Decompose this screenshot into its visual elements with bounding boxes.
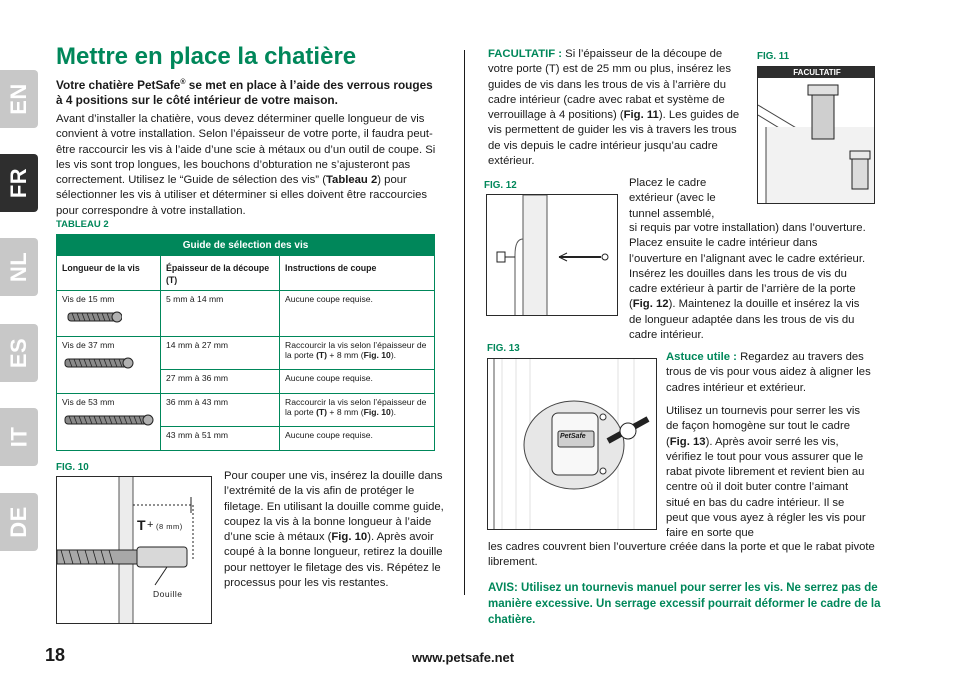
fig12-text-narrow: Placez le cadre extérieur (avec le tunnel assemblé, [629,177,716,220]
table-caption: Guide de sélection des vis [57,235,435,256]
language-tab-nl[interactable] [0,238,38,296]
language-tab-es[interactable] [0,324,38,382]
screw-label: Vis de 37 mm [62,340,115,350]
fig10-label: FIG. 10 [56,462,89,473]
instruction-cell: Raccourcir la vis selon l’épaisseur de la porte (T) + 8 mm (Fig. 10). [280,394,435,427]
screw-37mm-icon [62,356,134,370]
instruction-cell: Aucune coupe requise. [280,291,435,337]
tip-text: Astuce utile : Regardez au travers des trous de vis pour vous aidez à aligner les cadres intérieur et extérieur. [666,351,871,394]
page-title: Mettre en place la chatière [56,43,357,70]
facultatif-banner: FACULTATIF [758,67,875,78]
thickness-cell: 14 mm à 27 mm [161,337,280,370]
screw-53mm-icon [62,413,154,427]
thickness-cell: 43 mm à 51 mm [161,427,280,451]
language-tab-de[interactable] [0,493,38,551]
douille-label: Douille [153,589,183,599]
screw-15mm-icon [62,310,122,324]
instruction-cell: Aucune coupe requise. [280,427,435,451]
page-number: 18 [45,645,66,665]
screw-guide-icon [758,67,875,204]
language-tab-fr[interactable] [0,154,38,212]
language-tab-en[interactable] [0,70,38,128]
fig13-text: Utilisez un tournevis pour serrer les vis de façon homogène sur tout le cadre (Fig. 13). Après avoir serré les vis, vérifiez le tout pour vous assurer que le rabat pivote librement et revient bien au centre où il doit buter contre l’aimant situé en bas du cadre intérieur. Il se peut que vous ayez à régler les vis pour faire en sorte que [666,405,866,540]
screw-cell [57,337,161,394]
language-tab-label: EN [6,83,31,115]
t-dimension-plus: + [147,519,154,531]
website-link[interactable]: www.petsafe.net [412,650,515,665]
language-tab-label: DE [6,506,31,538]
language-tab-label: ES [5,337,31,369]
petsafe-flap-logo: PetSafe [560,433,586,440]
fig10-text: Pour couper une vis, insérez la douille dans l’extrémité de la vis afin de protéger le filetage. En utilisant la douille comme guide, coupez la vis à la bonne longueur à l’aide d’une scie à métaux (Fig. 10). Après avoir coupé à la bonne longueur, retirez la douille pour nettoyer le filetage des vis. Répétez le processus pour les vis restantes. [224,470,444,590]
door-sleeve-icon [487,195,618,316]
fig13-text-wide: les cadres couvrent bien l’ouverture créée dans la porte et que le rabat pivote librement. [488,541,875,569]
screw-label: Vis de 15 mm [62,294,115,304]
table-label: TABLEAU 2 [56,219,109,230]
intro-bold-text: Votre chatière PetSafe® se met en place à l’aide des verrous rouges à 4 positions sur le côté intérieur de votre maison. [56,77,433,108]
screw-cutting-icon [57,477,212,624]
screw-selection-table [56,234,435,451]
t-dimension-letter: T [137,517,146,533]
warning-notice: AVIS: Utilisez un tournevis manuel pour serrer les vis. Ne serrez pas de manière excessive. Un serrage excessif pourrait déformer le cadre de la chatière. [488,582,881,626]
table-row [57,394,435,427]
instruction-cell: Raccourcir la vis selon l’épaisseur de la porte (T) + 8 mm (Fig. 10). [280,337,435,370]
fig11-label: FIG. 11 [757,51,790,62]
fig12-text: si requis par votre installation) dans l’ouverture. Placez ensuite le cadre intérieur dans l’ouverture en l’alignant avec le cadre extérieur. Insérez les douilles dans les trous de vis du cadre extérieur à partir de l’arrière de la porte (Fig. 12). Maintenez la douille et insérez la vis de longueur adaptée dans les trous de vis du cadre intérieur. [629,222,866,342]
language-tab-label: IT [6,426,31,448]
column-header: Épaisseur de la découpe (T) [161,256,280,291]
thickness-cell: 5 mm à 14 mm [161,291,280,337]
fig13-label: FIG. 13 [487,343,520,354]
table-row [57,337,435,370]
fig11-illustration [757,66,875,204]
fig13-illustration [487,358,657,530]
t-dimension-note: (8 mm) [156,522,183,531]
fig10-illustration [56,476,212,624]
thickness-cell: 27 mm à 36 mm [161,370,280,394]
table-row [57,291,435,337]
screw-cell [57,394,161,451]
instruction-cell: Aucune coupe requise. [280,370,435,394]
column-divider [464,50,465,595]
thickness-cell: 36 mm à 43 mm [161,394,280,427]
language-tab-label: NL [5,251,31,283]
column-header: Instructions de coupe [280,256,435,291]
screw-label: Vis de 53 mm [62,397,115,407]
fig12-label: FIG. 12 [484,180,517,191]
fig12-illustration [486,194,618,316]
facultatif-paragraph: FACULTATIF : Si l’épaisseur de la découpe de votre porte (T) est de 25 mm ou plus, insérez les guides de vis dans les trous de vis à l’arrière du cadre intérieur (cadre avec rabat et système de verrouillage à 4 positions) (Fig. 11). Les guides de vis permettent de guider les vis à travers les trous de vis depuis le cadre intérieur jusqu’au cadre extérieur. [488,48,740,168]
language-tab-it[interactable] [0,408,38,466]
screwdriver-flap-icon [488,359,657,530]
column-header: Longueur de la vis [57,256,161,291]
language-tab-label: FR [5,167,31,199]
screw-cell [57,291,161,337]
intro-paragraph: Avant d’installer la chatière, vous devez déterminer quelle longueur de vis convient à votre installation. Selon l’épaisseur de votre porte, il faudra peut-être raccourcir les vis à l’aide d’une scie à métaux ou d’un outil de coupe. Si les vis sont trop longues, les bouchons d’obturation ne s’ajusteront pas correctement. Utilisez le “Guide de sélection des vis” (Tableau 2) pour sélectionner les vis à utiliser et déterminer si elles doivent être raccourcies pour correspondre à votre installation. [56,113,436,217]
